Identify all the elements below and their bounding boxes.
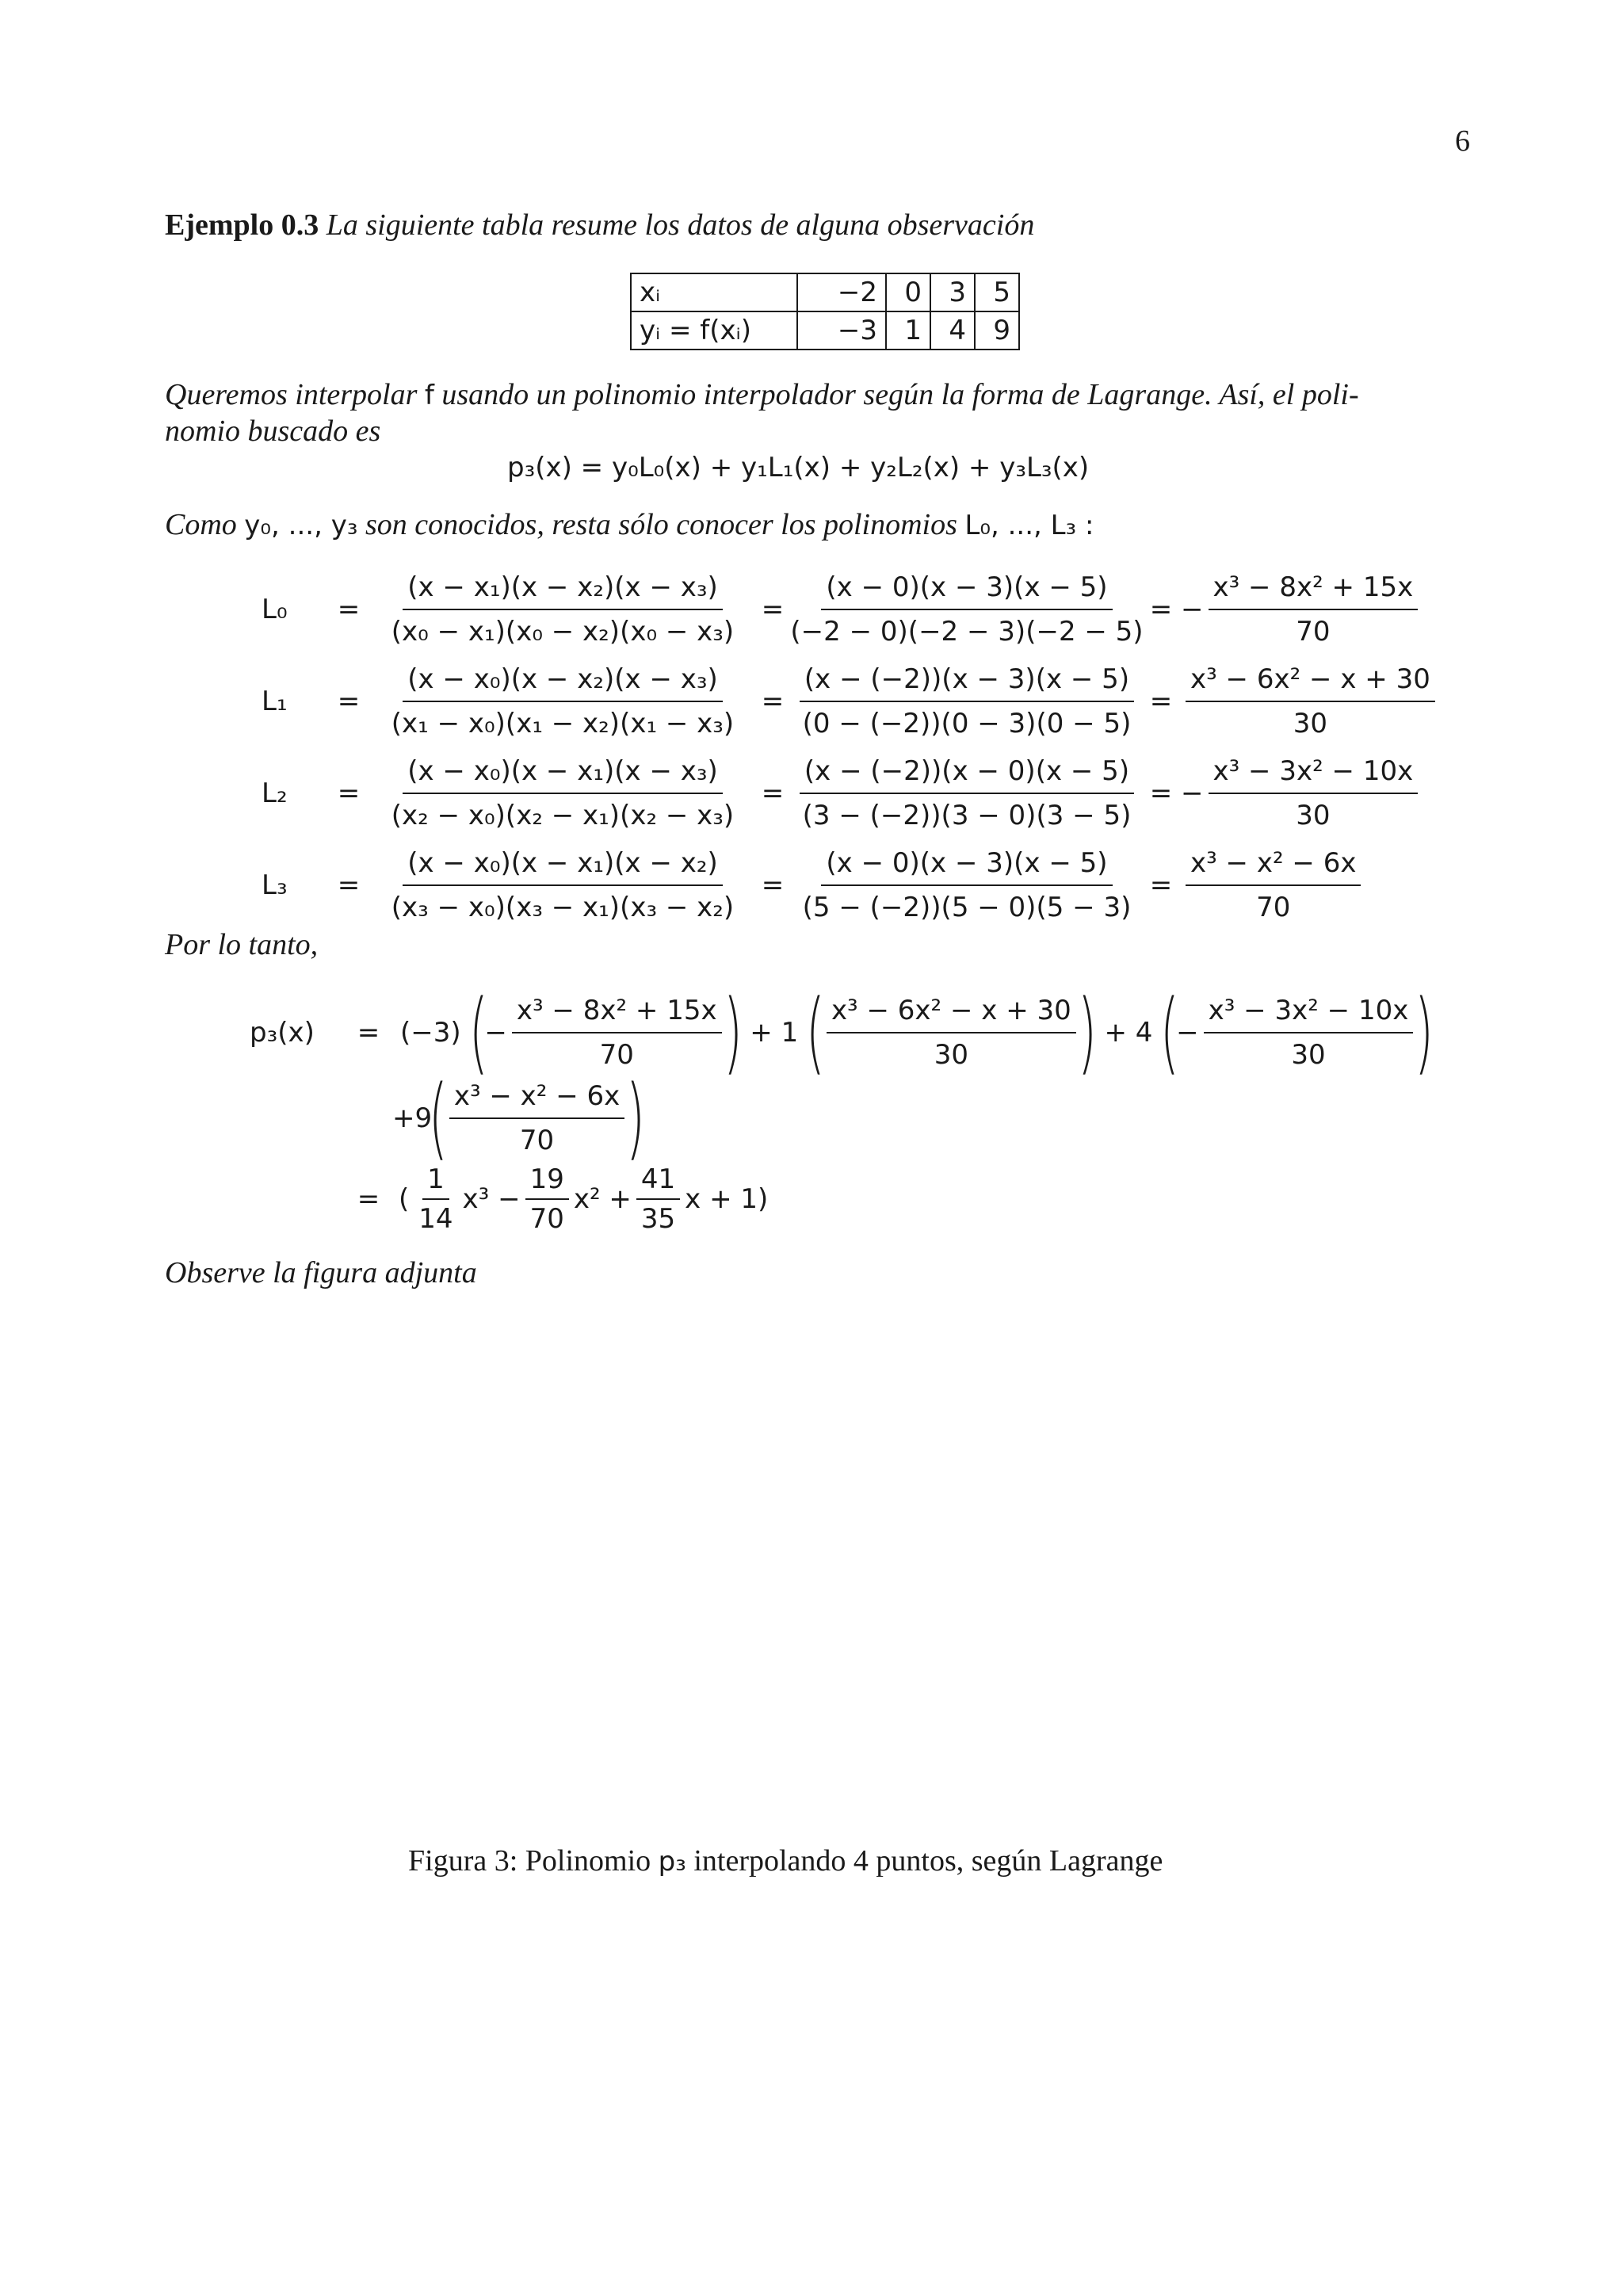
- table-row: [631, 311, 1019, 350]
- fraction-denominator: 30: [1291, 1039, 1326, 1071]
- fraction-denominator: 70: [1256, 892, 1291, 923]
- term-variable: x + 1): [685, 1183, 769, 1215]
- fraction-denominator: (x₃ − x₀)(x₃ − x₁)(x₃ − x₂): [391, 892, 735, 923]
- fraction-numerator: (x − (−2))(x − 0)(x − 5): [800, 753, 1134, 794]
- right-paren: ): [626, 1067, 646, 1170]
- paragraph-text: usando un polinomio interpolador según la forma de Lagrange. Así, el poli-: [441, 378, 1359, 411]
- lagrange-substituted-fraction: [792, 845, 1141, 926]
- fraction-denominator: (−2 − 0)(−2 − 3)(−2 − 5): [790, 616, 1144, 648]
- table-header-x: xᵢ: [631, 273, 797, 311]
- fraction-denominator: 70: [529, 1203, 564, 1235]
- lagrange-result: [1181, 845, 1419, 926]
- right-paren: ): [1415, 981, 1434, 1084]
- equals-sign: =: [761, 869, 785, 901]
- fraction-numerator: x³ − 8x² + 15x: [512, 992, 722, 1033]
- math-symbol: p₃: [658, 1846, 686, 1878]
- lagrange-result: [1181, 661, 1430, 742]
- sign: −: [484, 1017, 507, 1049]
- fraction-numerator: x³ − x² − 6x: [449, 1078, 624, 1119]
- table-cell: 9: [975, 311, 1019, 350]
- sign: −: [1181, 594, 1204, 625]
- coefficient: +9: [392, 1102, 433, 1134]
- equals-sign: =: [337, 686, 361, 717]
- table-cell: 3: [930, 273, 975, 311]
- fraction-denominator: (0 − (−2))(0 − 3)(0 − 5): [802, 708, 1132, 739]
- table-cell: −3: [797, 311, 886, 350]
- right-paren: ): [723, 981, 743, 1084]
- lagrange-lhs: L₂: [262, 777, 288, 809]
- fraction-numerator: (x − 0)(x − 3)(x − 5): [821, 569, 1112, 610]
- table-cell: 0: [886, 273, 930, 311]
- lagrange-general-fraction: [372, 753, 753, 834]
- example-heading: [165, 208, 1034, 243]
- fraction-denominator: (3 − (−2))(3 − 0)(3 − 5): [802, 800, 1132, 831]
- lagrange-result: [1181, 569, 1419, 650]
- sign: −: [1176, 1017, 1199, 1049]
- paragraph-1: [165, 377, 1465, 412]
- caption-text: interpolando 4 puntos, según Lagrange: [693, 1844, 1163, 1878]
- fraction-denominator: (x₂ − x₀)(x₂ − x₁)(x₂ − x₃): [391, 800, 735, 831]
- fraction-numerator: 19: [525, 1163, 569, 1200]
- table-row: [631, 273, 1019, 311]
- fraction-denominator: 70: [519, 1125, 555, 1156]
- paren-open: (: [399, 1183, 410, 1215]
- equals-sign: =: [1149, 777, 1173, 809]
- fraction-numerator: x³ − 8x² + 15x: [1209, 569, 1419, 610]
- page-number: 6: [1455, 124, 1470, 158]
- fraction-numerator: 41: [636, 1163, 680, 1200]
- example-label: Ejemplo 0.3: [165, 208, 319, 242]
- paragraph-2: [165, 507, 1094, 542]
- coefficient: (−3): [400, 1017, 461, 1049]
- left-paren: (: [1160, 981, 1180, 1084]
- right-paren: ): [1077, 981, 1097, 1084]
- lagrange-lhs: L₀: [262, 594, 288, 625]
- por-lo-tanto: Por lo tanto,: [165, 928, 319, 961]
- sign: −: [1181, 777, 1204, 809]
- fraction-denominator: 30: [934, 1039, 968, 1071]
- left-paren: (: [806, 981, 826, 1084]
- lagrange-lhs: L₃: [262, 869, 288, 901]
- equals-sign: =: [1149, 594, 1173, 625]
- final-equation-line-1: [250, 981, 1434, 1084]
- equals-sign: =: [1149, 686, 1173, 717]
- equation-p3: p₃(x) = y₀L₀(x) + y₁L₁(x) + y₂L₂(x) + y₃L₃(x): [507, 452, 1090, 483]
- lagrange-substituted-fraction: [792, 661, 1141, 742]
- left-paren: (: [428, 1067, 448, 1170]
- paragraph-text: Queremos interpolar: [165, 378, 418, 411]
- lagrange-general-fraction: [372, 845, 753, 926]
- fraction-numerator: x³ − 6x² − x + 30: [1186, 661, 1435, 702]
- math-symbol: L₀, ..., L₃ :: [964, 510, 1094, 541]
- fraction-numerator: x³ − x² − 6x: [1186, 845, 1361, 886]
- left-paren: (: [468, 981, 488, 1084]
- term-variable: x³ −: [462, 1183, 521, 1215]
- fraction-numerator: (x − x₀)(x − x₁)(x − x₂): [403, 845, 723, 886]
- equals-sign: =: [357, 1183, 380, 1215]
- final-equation-line-2: [392, 1067, 646, 1170]
- fraction-denominator: 14: [418, 1203, 453, 1235]
- equals-sign: =: [761, 686, 785, 717]
- figure-caption: [408, 1843, 1163, 1878]
- fraction-denominator: 35: [640, 1203, 676, 1235]
- fraction-denominator: (x₀ − x₁)(x₀ − x₂)(x₀ − x₃): [391, 616, 735, 648]
- term-variable: x² +: [573, 1183, 632, 1215]
- lagrange-substituted-fraction: [790, 569, 1144, 650]
- fraction-denominator: 70: [1296, 616, 1331, 648]
- fraction-numerator: x³ − 3x² − 10x: [1209, 753, 1419, 794]
- equals-sign: =: [1149, 869, 1173, 901]
- paragraph-1-line2: nomio buscado es: [165, 415, 381, 448]
- equals-sign: =: [761, 777, 785, 809]
- lagrange-general-fraction: [372, 661, 753, 742]
- final-equation-result: [345, 1163, 768, 1235]
- fraction-numerator: x³ − 6x² − x + 30: [827, 992, 1076, 1033]
- lagrange-substituted-fraction: [792, 753, 1141, 834]
- lagrange-lhs: L₁: [262, 686, 288, 717]
- equals-sign: =: [337, 777, 361, 809]
- paragraph-text: Como: [165, 508, 237, 541]
- equals-sign: =: [357, 1017, 380, 1049]
- caption-text: Figura 3: Polinomio: [408, 1844, 651, 1878]
- observe-text: Observe la figura adjunta: [165, 1256, 477, 1289]
- fraction-numerator: x³ − 3x² − 10x: [1204, 992, 1414, 1033]
- equals-sign: =: [761, 594, 785, 625]
- table-cell: 5: [975, 273, 1019, 311]
- fraction-numerator: (x − x₀)(x − x₁)(x − x₃): [403, 753, 723, 794]
- equals-sign: =: [337, 869, 361, 901]
- paragraph-text: son conocidos, resta sólo conocer los polinomios: [365, 508, 957, 541]
- table-cell: −2: [797, 273, 886, 311]
- plus-term: + 1: [750, 1017, 799, 1049]
- fraction-denominator: 30: [1296, 800, 1331, 831]
- fraction-numerator: 1: [422, 1163, 449, 1200]
- fraction-denominator: 70: [599, 1039, 634, 1071]
- fraction-numerator: (x − (−2))(x − 3)(x − 5): [800, 661, 1134, 702]
- math-symbol: f: [424, 380, 434, 411]
- fraction-denominator: (x₁ − x₀)(x₁ − x₂)(x₁ − x₃): [391, 708, 735, 739]
- fraction-numerator: (x − x₀)(x − x₂)(x − x₃): [403, 661, 723, 702]
- lagrange-result: [1181, 753, 1419, 834]
- table-header-y: yᵢ = f(xᵢ): [631, 311, 797, 350]
- data-table: [630, 273, 1020, 350]
- example-intro: La siguiente tabla resume los datos de alguna observación: [326, 208, 1035, 242]
- fraction-numerator: (x − 0)(x − 3)(x − 5): [821, 845, 1112, 886]
- fraction-numerator: (x − x₁)(x − x₂)(x − x₃): [403, 569, 723, 610]
- math-symbol: y₀, ..., y₃: [244, 510, 358, 541]
- table-cell: 1: [886, 311, 930, 350]
- lagrange-general-fraction: [372, 569, 753, 650]
- lagrange-equations: [262, 569, 1430, 926]
- final-lhs: p₃(x): [250, 1017, 315, 1049]
- fraction-denominator: (5 − (−2))(5 − 0)(5 − 3): [802, 892, 1132, 923]
- fraction-denominator: 30: [1293, 708, 1328, 739]
- equals-sign: =: [337, 594, 361, 625]
- plus-term: + 4: [1104, 1017, 1153, 1049]
- table-cell: 4: [930, 311, 975, 350]
